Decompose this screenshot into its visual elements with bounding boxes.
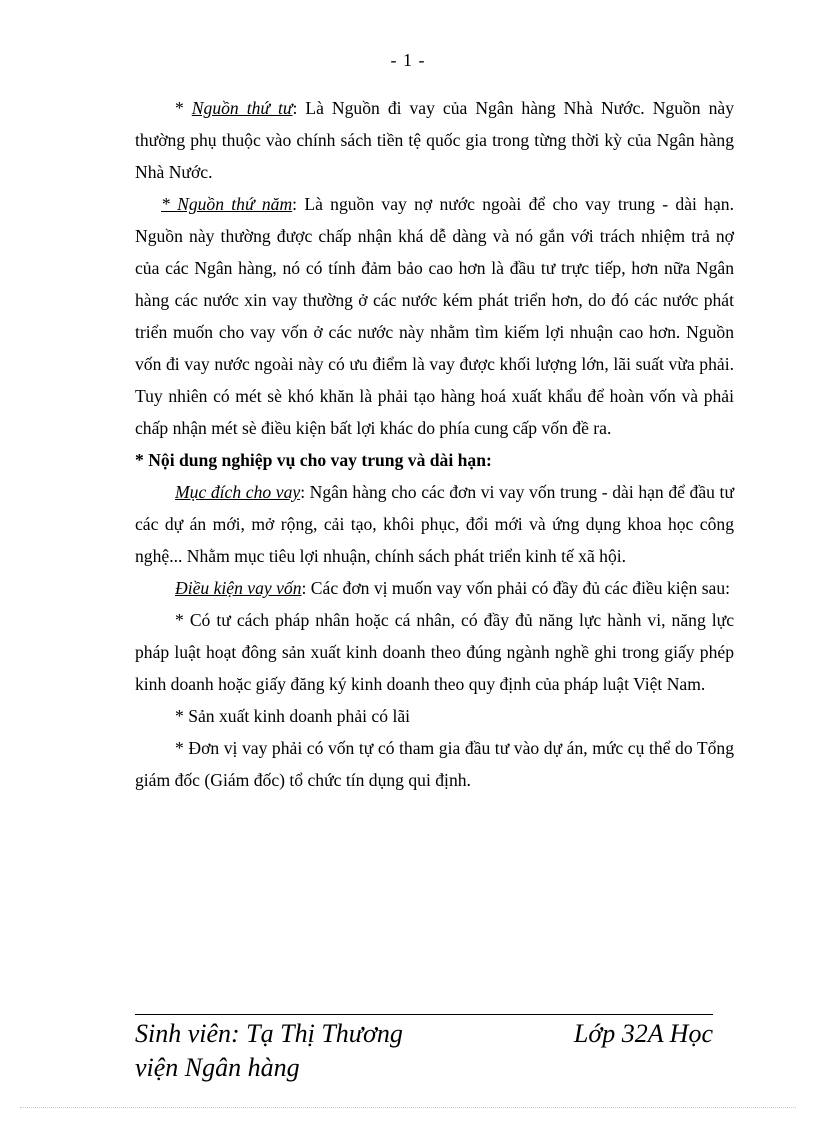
condition-item-1: * Có tư cách pháp nhân hoặc cá nhân, có đầy đủ năng lực hành vi, năng lực pháp luật hoạt đông sản xuất kinh doanh theo đúng ngành nghề ghi trong giấy phép kinh doanh hoặc giấy đăng ký kinh doanh theo quy định của pháp luật Việt Nam. <box>135 610 734 694</box>
text-purpose: : Ngân hàng cho các đơn vi vay vốn trung - dài hạn để đầu tư các dự án mới, mở rộng, cải tạo, khôi phục, đổi mới và ứng dụng khoa học công nghệ... Nhằm mục tiêu lợi nhuận, chính sách phát triển kinh tế xã hội. <box>135 482 734 566</box>
text-source-4: : Là Nguồn đi vay của Ngân hàng Nhà Nước. Nguồn này thường phụ thuộc vào chính sách tiền tệ quốc gia trong từng thời kỳ của Ngân hàng Nhà Nước. <box>135 98 734 182</box>
document-body <box>135 92 734 796</box>
paragraph-conditions <box>135 572 734 604</box>
footer-class: Lớp 32A Học <box>573 1019 713 1048</box>
paragraph-source-4: * Nguồn thứ tư: Là Nguồn đi vay của Ngân hàng Nhà Nước. Nguồn này thường phụ thuộc vào chính sách tiền tệ quốc gia trong từng thời kỳ của Ngân hàng Nhà Nước. <box>135 98 734 182</box>
paragraph-purpose <box>135 476 734 572</box>
condition-item-3: * Đơn vị vay phải có vốn tự có tham gia đầu tư vào dự án, mức cụ thể do Tổng giám đốc (Giám đốc) tổ chức tín dụng qui định. <box>135 738 734 790</box>
footer-institution: viện Ngân hàng <box>135 1053 300 1082</box>
text-source-5: : Là nguồn vay nợ nước ngoài để cho vay trung - dài hạn. Nguồn này thường được chấp nhận khá dễ dàng và nó gắn với trách nhiệm trả nợ của các Ngân hàng, nó có tính đảm bảo cao hơn là đầu tư trực tiếp, hơn nữa Ngân hàng các nước xin vay thường ở các nước kém phát triển hơn, do đó các nước phát triển muốn cho vay vốn ở các nước này nhằm tìm kiếm lợi nhuận cao hơn. Nguồn vốn đi vay nước ngoài này có ưu điểm là vay được khối lượng lớn, lãi suất vừa phải. Tuy nhiên có mét sè khó khăn là phải tạo hàng hoá xuất khẩu để hoàn vốn và phải chấp nhận mét sè điều kiện bất lợi khác do phía cung cấp vốn đề ra. <box>135 194 734 438</box>
page-number: - 1 - <box>390 50 426 70</box>
label-purpose: Mục đích cho vay <box>175 482 301 502</box>
section-heading: * Nội dung nghiệp vụ cho vay trung và dài hạn: <box>135 450 492 470</box>
label-source-5: * Nguồn thứ năm <box>161 194 293 214</box>
footer-divider <box>135 1014 713 1015</box>
text-conditions: : Các đơn vị muốn vay vốn phải có đầy đủ các điều kiện sau: <box>301 578 731 598</box>
footer-student: Sinh viên: Tạ Thị Thương <box>135 1019 403 1048</box>
paragraph-source-5 <box>135 188 734 444</box>
condition-item-2: * Sản xuất kinh doanh phải có lãi <box>175 706 411 726</box>
label-conditions: Điều kiện vay vốn <box>175 578 302 598</box>
footer <box>135 1017 713 1085</box>
label-source-4: Nguồn thứ tư <box>191 98 293 118</box>
page-bottom-border <box>20 1107 796 1108</box>
